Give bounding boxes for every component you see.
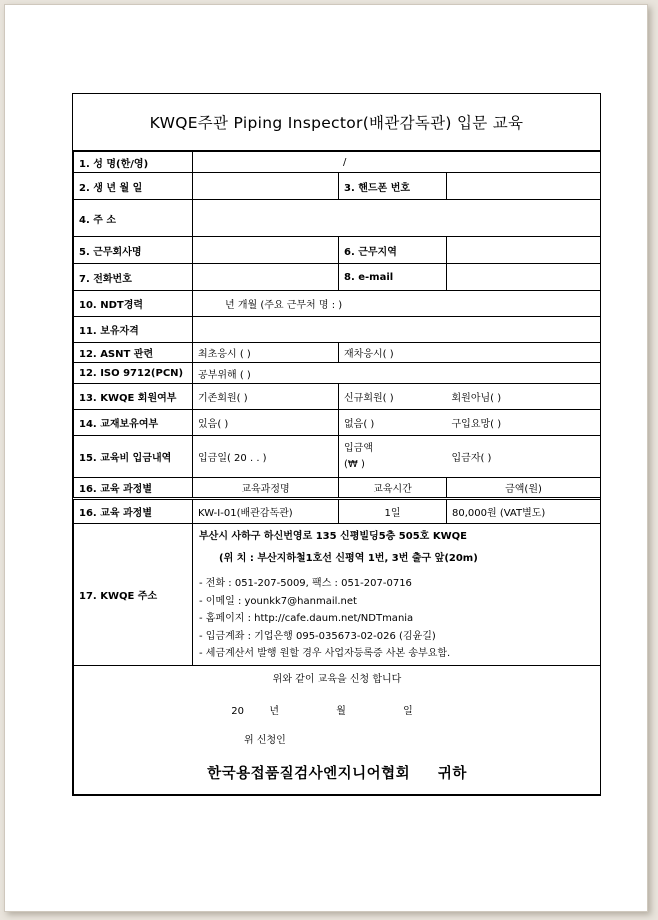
kwqe-account: - 입금계좌 : 기업은행 095-035673-02-026 (김윤길) <box>199 630 436 642</box>
form-title: KWQE주관 Piping Inspector(배관감독관) 입문 교육 <box>73 94 600 151</box>
form-table <box>73 151 601 795</box>
payment-amount-label: 입금액 <box>344 442 373 454</box>
member-existing-option[interactable]: 기존회원( ) <box>193 384 339 410</box>
payment-amount-field[interactable] <box>339 436 447 478</box>
payment-label: 15. 교육비 입금내역 <box>74 436 193 478</box>
course-label: 16. 교육 과정별 <box>74 499 193 524</box>
application-form <box>72 93 601 796</box>
asnt-retake-option[interactable]: 재차응시( ) <box>339 343 601 363</box>
kwqe-email[interactable]: - 이메일 : younkk7@hanmail.net <box>199 595 357 607</box>
kwqe-tax-note: - 세금계산서 발행 원할 경우 사업자등록증 사본 송부요함. <box>199 648 451 659</box>
payment-amount-value: (₩ ) <box>344 458 365 470</box>
course-head-label: 16. 교육 과정별 <box>74 478 193 499</box>
applicant-line[interactable]: 위 신청인 <box>244 734 286 746</box>
mobile-field[interactable] <box>447 173 601 200</box>
form-title-table <box>73 94 600 151</box>
apply-date[interactable]: 20 년 월 일 <box>231 705 413 717</box>
recipient-organization: 한국용접품질검사엔지니어협회 귀하 <box>207 765 467 782</box>
asnt-label: 12. ASNT 관련 <box>74 343 193 363</box>
birth-field[interactable] <box>193 173 339 200</box>
work-region-field[interactable] <box>447 237 601 264</box>
member-none-option[interactable]: 회원아님( ) <box>447 384 601 410</box>
book-have-option[interactable]: 있음( ) <box>193 410 339 436</box>
work-region-label: 6. 근무지역 <box>339 237 447 264</box>
application-footer <box>74 665 601 794</box>
email-field[interactable] <box>447 264 601 291</box>
email-label: 8. e-mail <box>339 264 447 291</box>
address-field[interactable] <box>193 200 601 237</box>
birth-label: 2. 생 년 월 일 <box>74 173 193 200</box>
member-label: 13. KWQE 회원여부 <box>74 384 193 410</box>
company-field[interactable] <box>193 237 339 264</box>
name-field[interactable]: / <box>193 152 601 173</box>
kwqe-address-block <box>193 524 601 666</box>
course-price: 80,000원 (VAT별도) <box>447 499 601 524</box>
iso-label: 12. ISO 9712(PCN) <box>74 363 193 384</box>
course-name: KW-I-01(배관감독관) <box>193 499 339 524</box>
asnt-first-option[interactable]: 최초응시 ( ) <box>193 343 339 363</box>
kwqe-address-label: 17. KWQE 주소 <box>74 524 193 666</box>
iso-study-option[interactable]: 공부위해 ( ) <box>193 363 601 384</box>
payment-payer-field[interactable]: 입금자( ) <box>447 436 601 478</box>
apply-statement: 위와 같이 교육을 신청 합니다 <box>272 673 402 685</box>
course-price-header: 금액(원) <box>447 478 601 499</box>
document-page <box>4 4 648 912</box>
book-none-option[interactable]: 없음( ) <box>339 410 447 436</box>
kwqe-address: 부산시 사하구 하신번영로 135 신평빌딩5층 505호 KWQE <box>199 531 467 542</box>
payment-date-field[interactable]: 입금일( 20 . . ) <box>193 436 339 478</box>
member-new-option[interactable]: 신규회원( ) <box>339 384 447 410</box>
course-time: 1일 <box>339 499 447 524</box>
ndt-label: 10. NDT경력 <box>74 291 193 317</box>
kwqe-location: (위 치 : 부산지하철1호선 신평역 1번, 3번 출구 앞(20m) <box>219 553 478 564</box>
course-name-header: 교육과정명 <box>193 478 339 499</box>
cert-field[interactable] <box>193 317 601 343</box>
phone-field[interactable] <box>193 264 339 291</box>
phone-label: 7. 전화번호 <box>74 264 193 291</box>
ndt-field[interactable]: 년 개월 (주요 근무처 명 : ) <box>193 291 601 317</box>
course-time-header: 교육시간 <box>339 478 447 499</box>
mobile-label: 3. 핸드폰 번호 <box>339 173 447 200</box>
book-label: 14. 교재보유여부 <box>74 410 193 436</box>
company-label: 5. 근무회사명 <box>74 237 193 264</box>
book-buy-option[interactable]: 구입요망( ) <box>447 410 601 436</box>
cert-label: 11. 보유자격 <box>74 317 193 343</box>
address-label: 4. 주 소 <box>74 200 193 237</box>
kwqe-tel-fax: - 전화 : 051-207-5009, 팩스 : 051-207-0716 <box>199 578 412 589</box>
name-label: 1. 성 명(한/영) <box>74 152 193 173</box>
kwqe-homepage[interactable]: - 홈페이지 : http://cafe.daum.net/NDTmania <box>199 613 414 624</box>
